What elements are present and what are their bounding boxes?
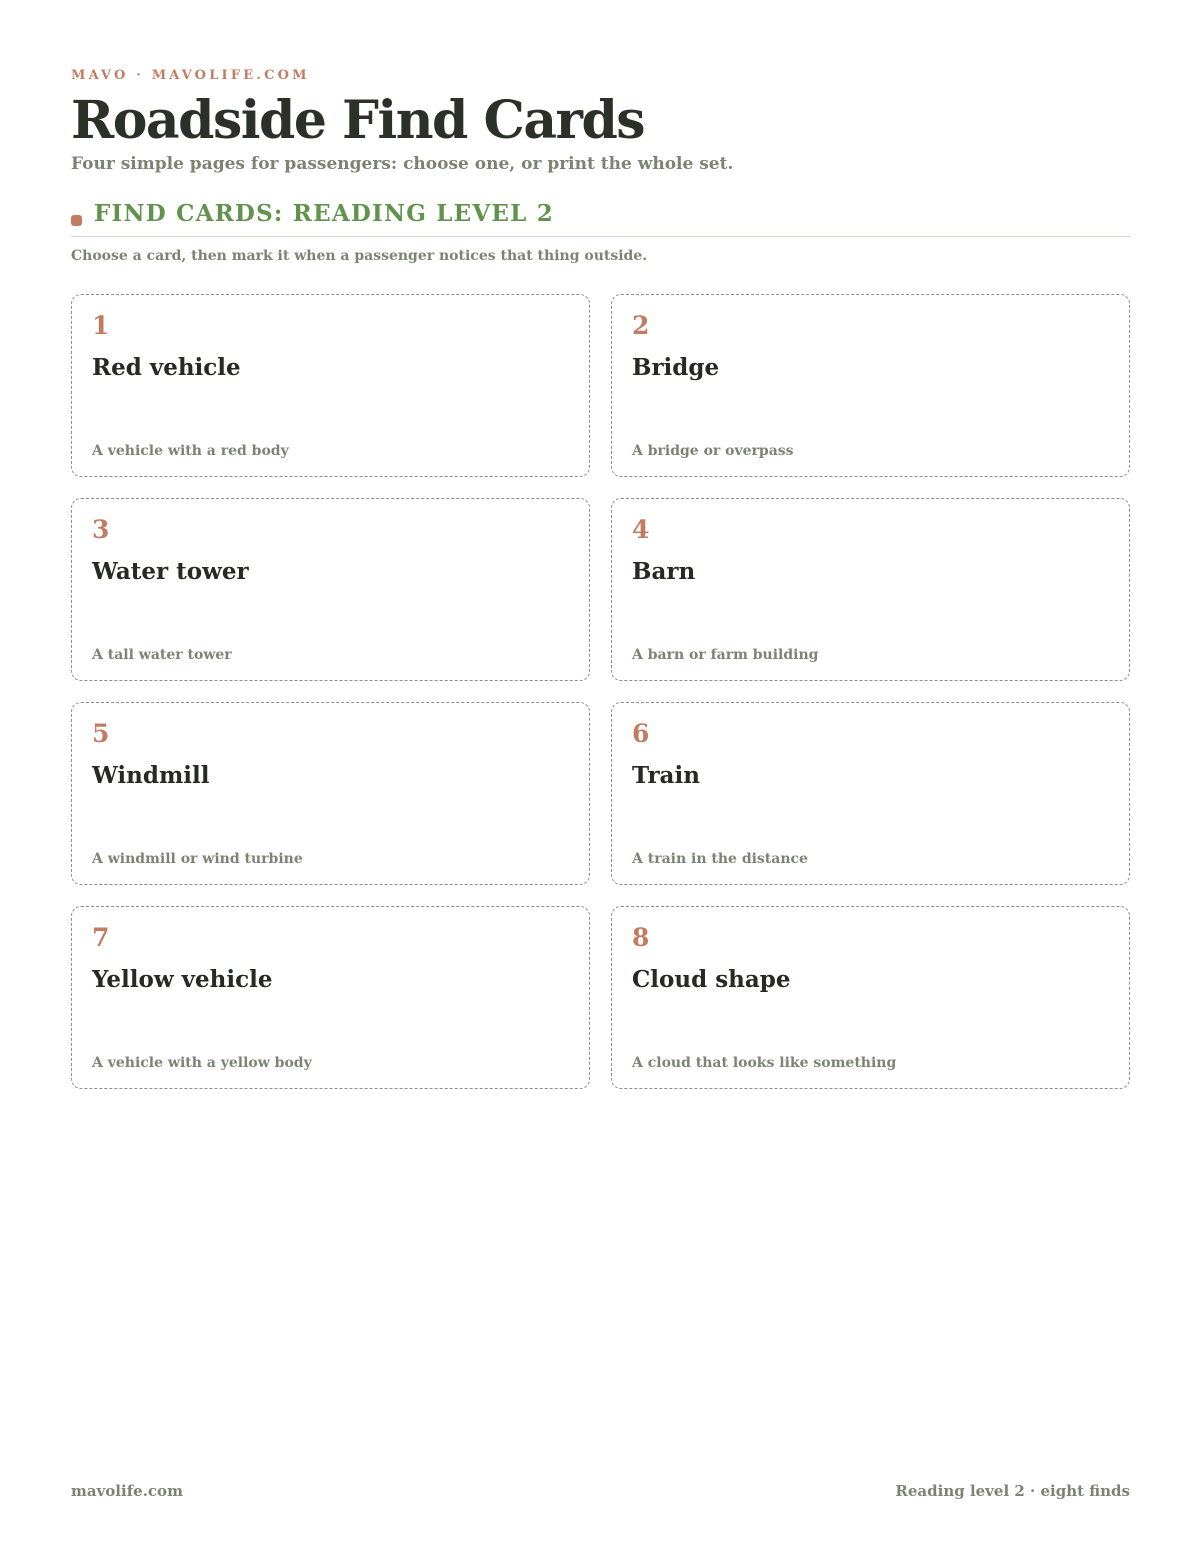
- card-number: 5: [92, 719, 110, 748]
- card-name: Yellow vehicle: [92, 966, 273, 993]
- card-description: A cloud that looks like something: [632, 1055, 897, 1071]
- card-name: Windmill: [92, 762, 210, 789]
- card-name: Bridge: [632, 354, 720, 381]
- footer-level-note: Reading level 2 · eight finds: [895, 1482, 1130, 1500]
- brand-line: MAVO · MAVOLIFE.COM: [71, 68, 310, 83]
- card-number: 2: [632, 311, 650, 340]
- card-number: 6: [632, 719, 650, 748]
- section-title: FIND CARDS: READING LEVEL 2: [94, 200, 554, 227]
- card-name: Cloud shape: [632, 966, 791, 993]
- section-marker-icon: [71, 215, 82, 226]
- card-number: 1: [92, 311, 110, 340]
- find-card[interactable]: [611, 498, 1130, 681]
- find-card[interactable]: [71, 498, 590, 681]
- page-subtitle: Four simple pages for passengers: choose one, or print the whole set.: [71, 154, 734, 174]
- page-title: Roadside Find Cards: [71, 90, 645, 151]
- card-number: 8: [632, 923, 650, 952]
- card-description: A vehicle with a yellow body: [92, 1055, 312, 1071]
- card-name: Water tower: [92, 558, 249, 585]
- card-description: A train in the distance: [632, 851, 808, 867]
- card-name: Train: [632, 762, 700, 789]
- card-name: Barn: [632, 558, 696, 585]
- card-grid: [71, 294, 1130, 1089]
- card-number: 7: [92, 923, 110, 952]
- card-description: A windmill or wind turbine: [92, 851, 303, 867]
- find-card[interactable]: [71, 294, 590, 477]
- page-footer: [71, 1482, 1130, 1506]
- find-card[interactable]: [71, 702, 590, 885]
- page-header: [71, 66, 1130, 1071]
- card-description: A bridge or overpass: [632, 443, 794, 459]
- find-card[interactable]: [611, 906, 1130, 1089]
- card-description: A vehicle with a red body: [92, 443, 289, 459]
- find-card[interactable]: [611, 702, 1130, 885]
- card-number: 4: [632, 515, 650, 544]
- card-name: Red vehicle: [92, 354, 241, 381]
- card-number: 3: [92, 515, 110, 544]
- card-description: A tall water tower: [92, 647, 232, 663]
- footer-site-link[interactable]: mavolife.com: [71, 1482, 183, 1500]
- section-heading: [71, 200, 1130, 237]
- section-intro: Choose a card, then mark it when a passenger notices that thing outside.: [71, 248, 648, 264]
- card-description: A barn or farm building: [632, 647, 819, 663]
- find-card[interactable]: [71, 906, 590, 1089]
- find-card[interactable]: [611, 294, 1130, 477]
